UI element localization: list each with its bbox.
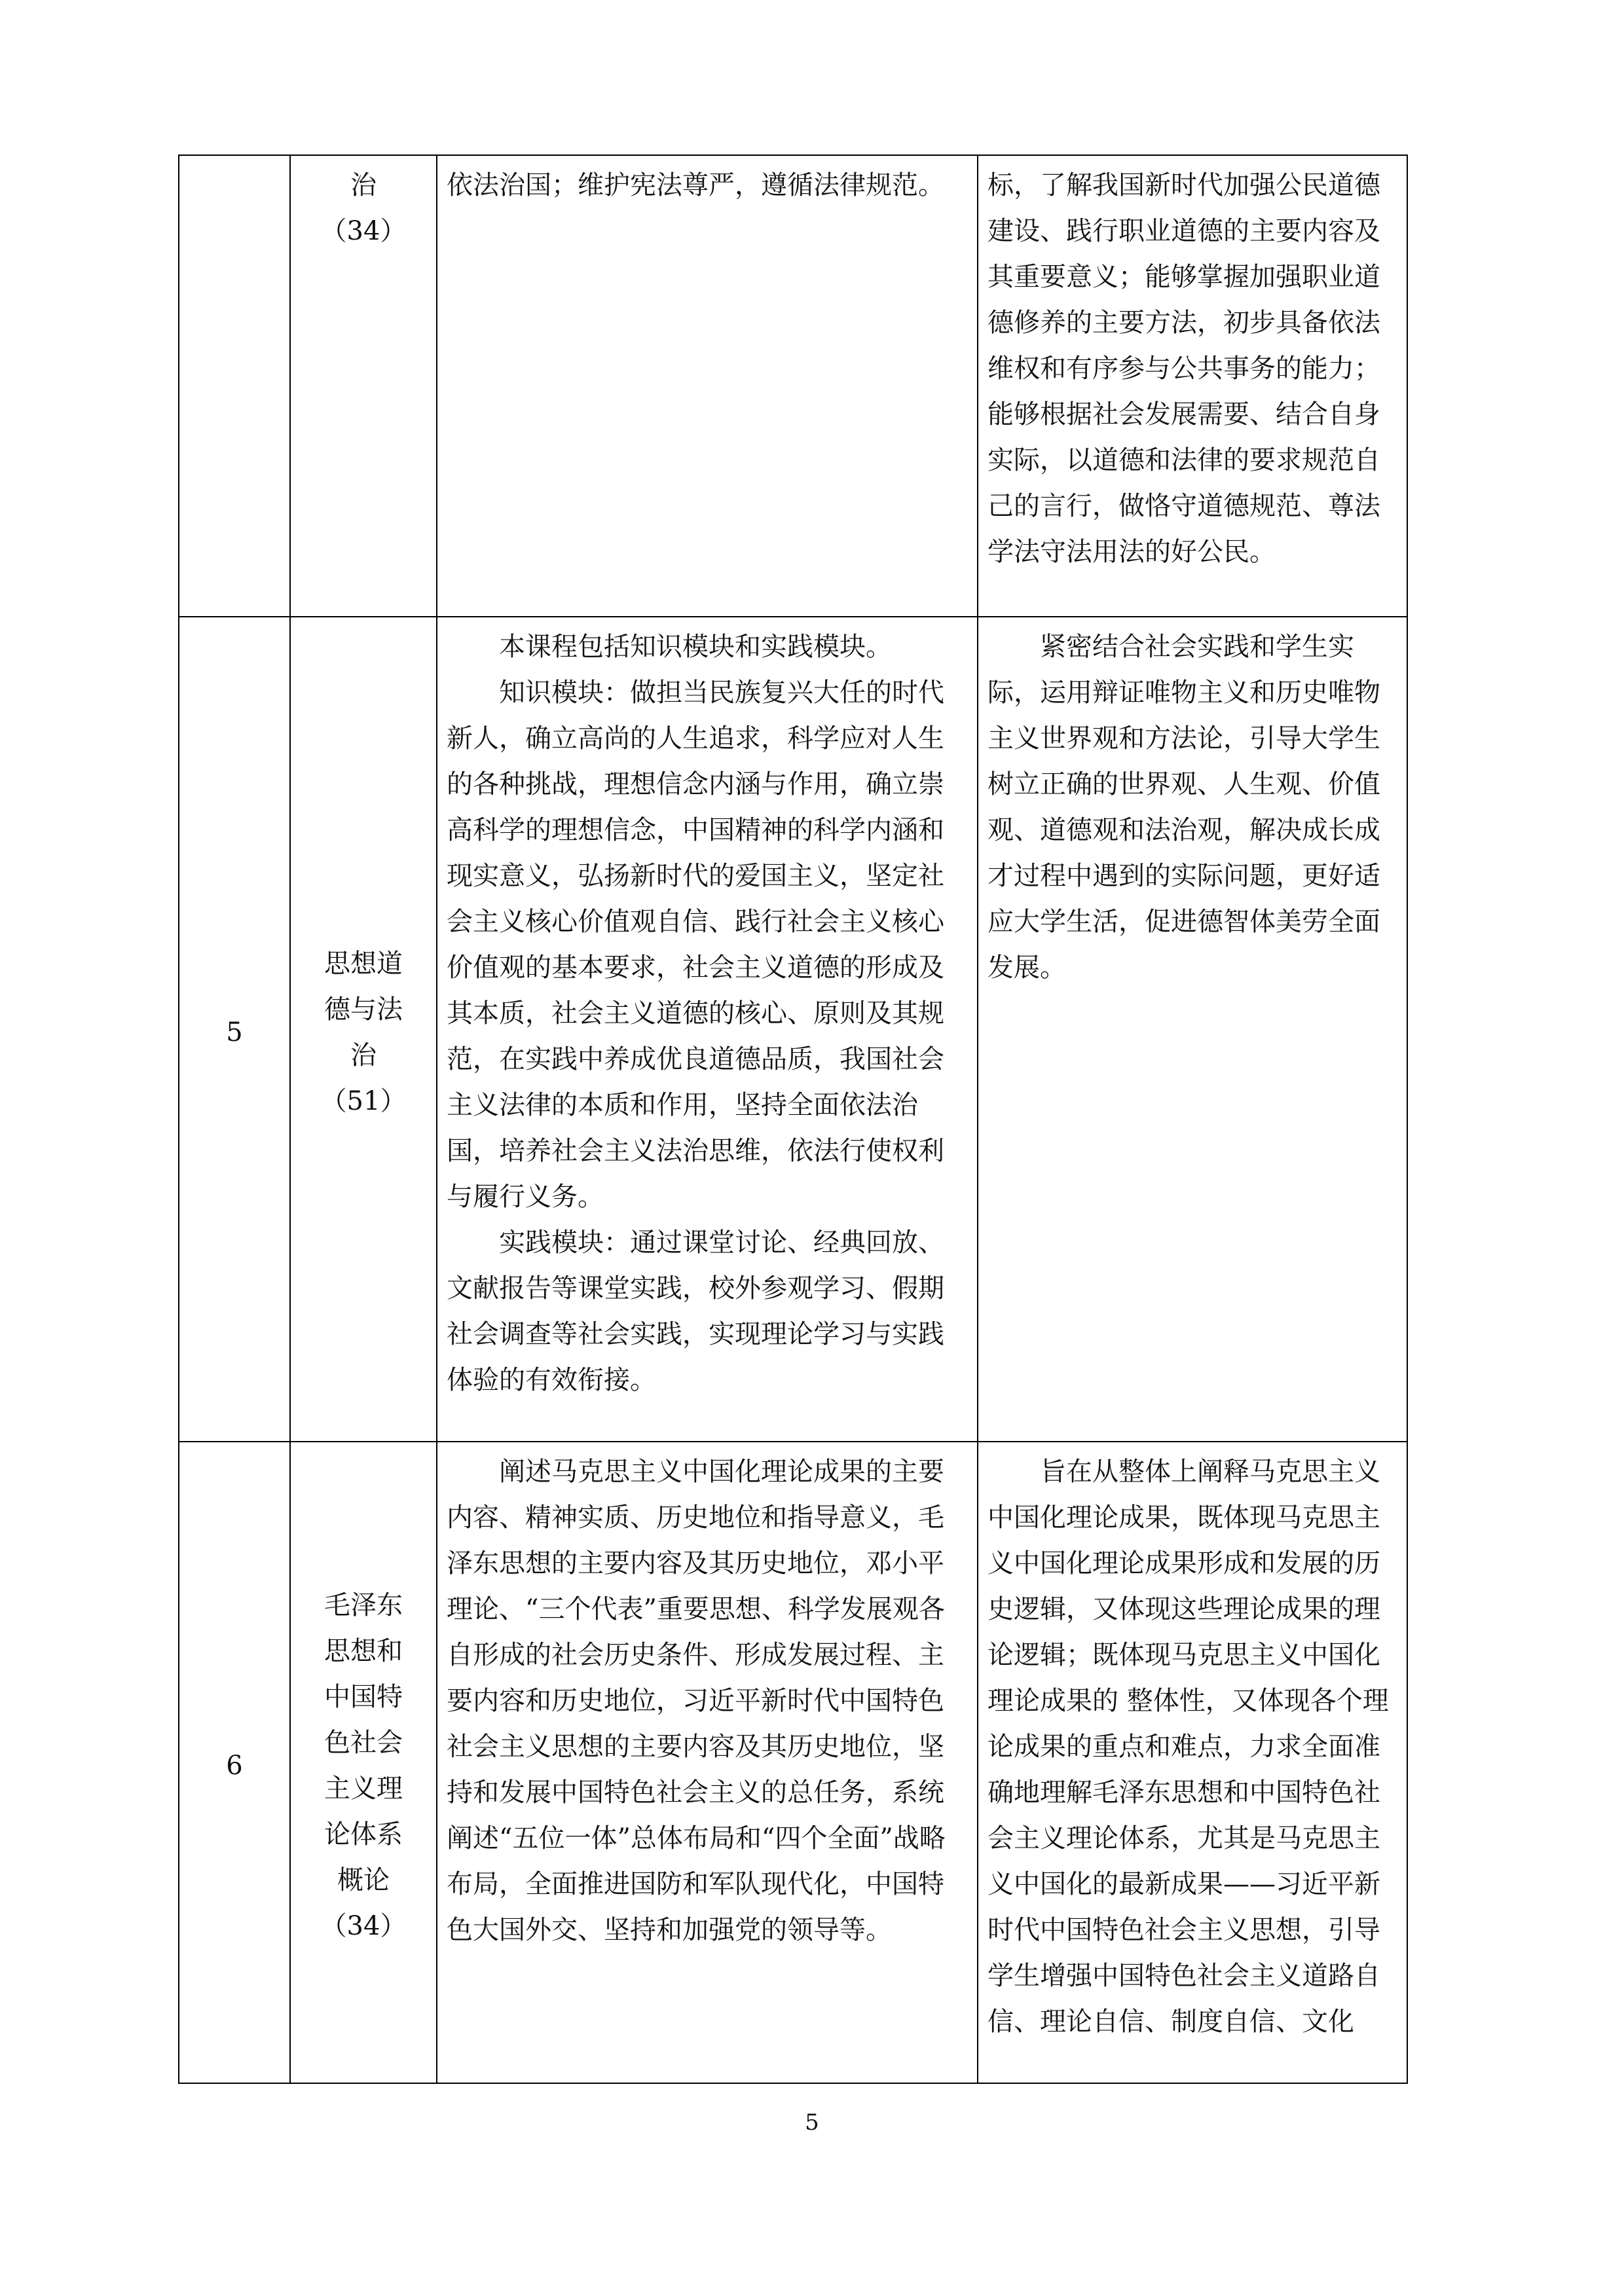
content-paragraph: 依法治国；维护宪法尊严，遵循法律规范。 xyxy=(447,170,944,200)
content-paragraph: 实践模块：通过课堂讨论、经典回放、文献报告等课堂实践，校外参观学习、假期社会调查等社会实践，实现理论学习与实践体验的有效衔接。 xyxy=(447,1228,944,1395)
course-name-line: 思想道 xyxy=(324,949,403,979)
content-paragraph: 阐述马克思主义中国化理论成果的主要内容、精神实质、历史地位和指导意义，毛泽东思想的主要内容及其历史地位，邓小平理论、“三个代表”重要思想、科学发展观各自形成的社会历史条件、形成发展过程、主要内容和历史地位，习近平新时代中国特色社会主义思想的主要内容及其历史地位，坚持和发展中国特色社会主义的总任务，系统阐述“五位一体”总体布局和“四个全面”战略布局，全面推进国防和军队现代化，中国特色大国外交、坚持和加强党的领导等。 xyxy=(447,1457,946,1945)
table-row xyxy=(179,1442,1407,2083)
course-content-cell xyxy=(437,1442,978,2083)
row-number-cell: 5 xyxy=(179,617,290,1442)
content-paragraph: 本课程包括知识模块和实践模块。 xyxy=(499,632,892,662)
course-name-line: 思想和 xyxy=(324,1636,403,1666)
course-hours: （34） xyxy=(320,1911,407,1941)
course-name-line: 德与法 xyxy=(324,994,403,1025)
content-paragraph: 知识模块：做担当民族复兴大任的时代新人，确立高尚的人生追求，科学应对人生的各种挑战，理想信念内涵与作用，确立崇高科学的理想信念，中国精神的科学内涵和现实意义，弘扬新时代的爱国主义，坚定社会主义核心价值观自信、践行社会主义核心价值观的基本要求，社会主义道德的形成及其本质，社会主义道德的核心、原则及其规范，在实践中养成优良道德品质，我国社会主义法律的本质和作用，坚持全面依法治国，培养社会主义法治思维，依法行使权利与履行义务。 xyxy=(447,678,944,1212)
course-hours: （51） xyxy=(320,1086,407,1116)
course-hours: （34） xyxy=(320,216,407,246)
goal-paragraph: 标，了解我国新时代加强公民道德建设、践行职业道德的主要内容及其重要意义；能够掌握加强职业道德修养的主要方法，初步具备依法维权和有序参与公共事务的能力；能够根据社会发展需要、结合自身实际，以道德和法律的要求规范自己的言行，做恪守道德规范、尊法学法守法用法的好公民。 xyxy=(987,170,1380,567)
page-number: 5 xyxy=(805,2109,819,2136)
goal-paragraph: 紧密结合社会实践和学生实际，运用辩证唯物主义和历史唯物主义世界观和方法论，引导大学生树立正确的世界观、人生观、价值观、道德观和法治观，解决成长成才过程中遇到的实际问题，更好适应大学生活，促进德智体美劳全面发展。 xyxy=(987,632,1380,983)
course-name-line: 治 xyxy=(350,170,377,200)
goal-paragraph: 旨在从整体上阐释马克思主义中国化理论成果，既体现马克思主义中国化理论成果形成和发展的历史逻辑，又体现这些理论成果的理论逻辑；既体现马克思主义中国化理论成果的 整体性，又体现各个理论成果的重点和难点，力求全面准确地理解毛泽东思想和中国特色社会主义理论体系，尤其是马克思主义中国化的最新成果——习近平新时代中国特色社会主义思想，引导学生增强中国特色社会主义道路自信、理论自信、制度自信、文化 xyxy=(987,1457,1389,2037)
course-name-cell xyxy=(290,155,437,617)
course-content-cell xyxy=(437,155,978,617)
course-name-line: 毛泽东 xyxy=(324,1590,403,1620)
course-name-line: 治 xyxy=(350,1040,377,1070)
course-name-cell xyxy=(290,617,437,1442)
row-number-cell xyxy=(179,155,290,617)
course-goal-cell xyxy=(978,617,1407,1442)
course-name-line: 主义理 xyxy=(324,1774,403,1804)
row-number-cell: 6 xyxy=(179,1442,290,2083)
course-table xyxy=(178,155,1408,2084)
table-row xyxy=(179,155,1407,617)
course-goal-cell xyxy=(978,1442,1407,2083)
course-name-line: 概论 xyxy=(337,1865,390,1895)
course-name-line: 中国特 xyxy=(324,1682,403,1712)
course-goal-cell xyxy=(978,155,1407,617)
course-name-line: 论体系 xyxy=(324,1819,403,1850)
course-name-line: 色社会 xyxy=(324,1728,403,1758)
course-content-cell xyxy=(437,617,978,1442)
course-name-cell xyxy=(290,1442,437,2083)
table-row xyxy=(179,617,1407,1442)
